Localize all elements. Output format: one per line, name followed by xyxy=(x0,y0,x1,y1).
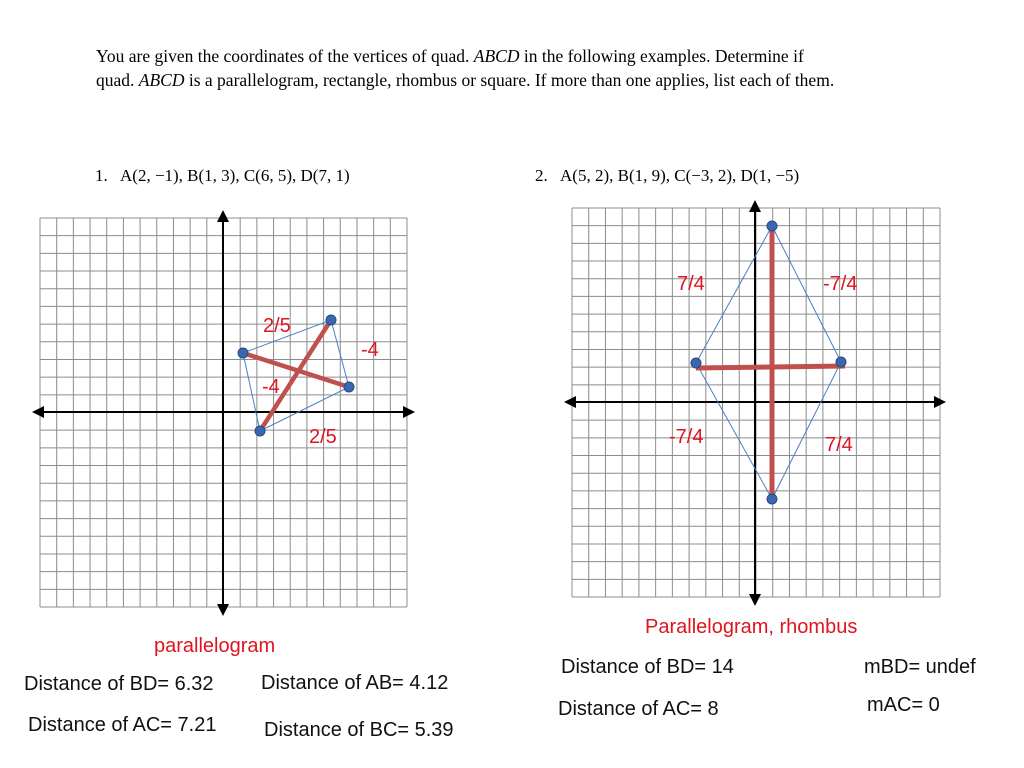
instructions-text-4: is a parallelogram, rectangle, rhombus or square. If more than one applies, list each of them. xyxy=(184,70,835,90)
vertex-b-2 xyxy=(767,221,777,231)
result-2: Parallelogram, rhombus xyxy=(645,616,858,638)
distance-bd-2: Distance of BD= 14 xyxy=(561,656,734,678)
diagonal-ac-2 xyxy=(696,366,845,368)
slope-label-upper-left-2: 7/4 xyxy=(677,273,705,295)
slope-bd-2: mBD= undef xyxy=(864,656,976,678)
slope-label-lower-right-2: 7/4 xyxy=(825,434,853,456)
slope-label-bottom-1: 2/5 xyxy=(309,426,337,448)
quad-name-2: ABCD xyxy=(138,70,185,90)
distance-bc-1: Distance of BC= 5.39 xyxy=(264,719,454,741)
result-1: parallelogram xyxy=(154,635,276,657)
slope-label-upper-right-2: -7/4 xyxy=(823,273,858,295)
quad-outline-2 xyxy=(696,226,841,499)
vertex-d-2 xyxy=(767,494,777,504)
distance-ac-1: Distance of AC= 7.21 xyxy=(28,714,217,736)
y-axis-arrow-bottom-2 xyxy=(749,594,761,606)
slope-label-ac-1: 2/5 xyxy=(263,315,291,337)
instructions-text-3: quad. xyxy=(96,70,139,90)
slope-label-right-1: -4 xyxy=(361,339,379,361)
quad-name-1: ABCD xyxy=(473,46,520,66)
problem-1-number: 1. xyxy=(95,166,108,185)
y-axis-arrow-top-2 xyxy=(749,200,761,212)
problem-2-statement: A(5, 2), B(1, 9), C(−3, 2), D(1, −5) xyxy=(560,166,800,185)
instructions-text-2: in the following examples. Determine if xyxy=(519,46,804,66)
vertex-c-2 xyxy=(691,358,701,368)
distance-ab-1: Distance of AB= 4.12 xyxy=(261,672,449,694)
distance-bd-1: Distance of BD= 6.32 xyxy=(24,673,214,695)
problem-2-number: 2. xyxy=(535,166,548,185)
problem-1-statement: A(2, −1), B(1, 3), C(6, 5), D(7, 1) xyxy=(120,166,350,185)
slope-label-left-1: -4 xyxy=(262,376,280,398)
slope-label-lower-left-2: -7/4 xyxy=(669,426,704,448)
instructions-text-1: You are given the coordinates of the vertices of quad. xyxy=(96,46,474,66)
vertex-a-2 xyxy=(836,357,846,367)
x-axis-arrow-left-2 xyxy=(564,396,576,408)
slope-ac-2: mAC= 0 xyxy=(867,694,940,716)
distance-ac-2: Distance of AC= 8 xyxy=(558,698,719,720)
